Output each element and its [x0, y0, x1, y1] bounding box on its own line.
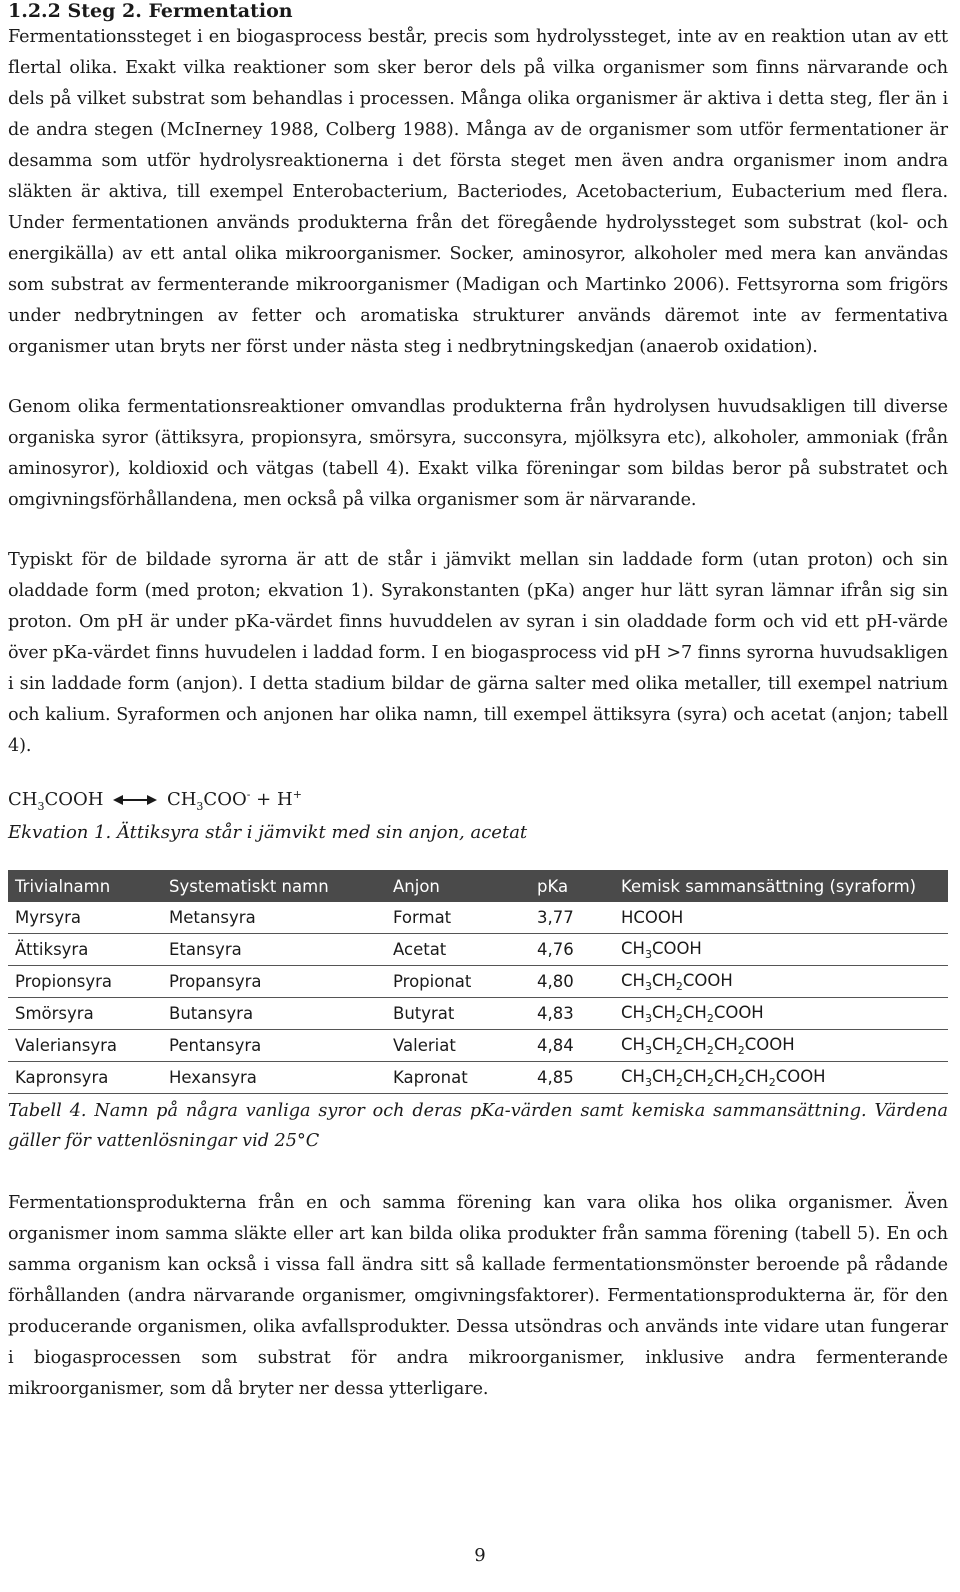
cell-anion: Kapronat — [386, 1062, 530, 1094]
cell-systematic-name: Metansyra — [162, 902, 386, 934]
page-number: 9 — [474, 1545, 486, 1566]
paragraph-acid-equilibrium: Typiskt för de bildade syrorna är att de står i jämvikt mellan sin laddade form (utan proton) och sin oladdade form (med proton; ekvation 1). Syrakonstanten (pKa) anger hur lätt syran lämnar ifrån sig sin proton. Om pH är under pKa-värdet finns huvuddelen av syran i sin oladdade form och vid ett pH-värde över pKa-värdet finns huvudelen i laddad form. I en biogasprocess vid pH >7 finns syrorna huvudsakligen i sin laddade form (anjon). I detta stadium bildar de gärna salter med olika metaller, till exempel natrium och kalium. Syraformen och anjonen har olika namn, till exempel ättiksyra (syra) och acetat (anjon; tabell 4). — [8, 550, 948, 756]
paragraph-fermentation-variation: Fermentationsprodukterna från en och samma förening kan vara olika hos olika organismer. Även organismer inom samma släkte eller art kan bilda olika produkter från samma förening (tabell 5). En och samma organism kan också i vissa fall ändra sitt så kallade fermentationsmönster beroende på rådande förhållanden (andra närvarande organismer, omgivningsfaktorer). Fermentationsprodukterna är, för den producerande organismen, olika avfallsprodukter. Dessa utsöndras och används inte vidare utan fungerar i biogasprocessen som substrat för andra mikroorganismer, inklusive andra fermenterande mikroorganismer, som då bryter ner dessa ytterligare. — [8, 1193, 948, 1399]
acids-table — [8, 870, 948, 1094]
equation-proton: + H+ — [256, 788, 302, 810]
cell-anion: Propionat — [386, 966, 530, 998]
cell-composition: $CH_3COOH$ — [614, 934, 948, 966]
cell-systematic-name: Pentansyra — [162, 1030, 386, 1062]
header-composition: Kemisk sammansättning (syraform) — [614, 870, 948, 902]
section-heading: 1.2.2 Steg 2. Fermentation — [8, 0, 293, 22]
table-caption: Tabell 4. Namn på några vanliga syror och deras pKa-värden samt kemiska sammansättning. Värdena gäller för vattenlösningar vid 25°C — [8, 1101, 948, 1151]
cell-anion: Acetat — [386, 934, 530, 966]
header-trivial-name: Trivialnamn — [8, 870, 162, 902]
cell-pka: 4,84 — [530, 1030, 614, 1062]
table-row — [8, 902, 948, 934]
equation-right: $CH_3COO^-$ — [166, 788, 251, 813]
cell-systematic-name: Hexansyra — [162, 1062, 386, 1094]
cell-composition: $CH_3CH_2COOH$ — [614, 966, 948, 998]
table-row — [8, 1062, 948, 1094]
cell-anion: Butyrat — [386, 998, 530, 1030]
cell-composition: $CH_3CH_2CH_2CH_2CH_2COOH$ — [614, 1062, 948, 1094]
equation-acetic-acid — [8, 782, 948, 820]
cell-pka: 4,83 — [530, 998, 614, 1030]
equilibrium-arrow-icon — [113, 793, 157, 807]
cell-trivial-name: Propionsyra — [8, 966, 162, 998]
cell-anion: Valeriat — [386, 1030, 530, 1062]
cell-trivial-name: Smörsyra — [8, 998, 162, 1030]
cell-trivial-name: Kapronsyra — [8, 1062, 162, 1094]
table-header-row — [8, 870, 948, 902]
cell-systematic-name: Butansyra — [162, 998, 386, 1030]
cell-pka: 3,77 — [530, 902, 614, 934]
cell-systematic-name: Etansyra — [162, 934, 386, 966]
cell-pka: 4,85 — [530, 1062, 614, 1094]
cell-composition: HCOOH — [614, 902, 948, 934]
header-anion: Anjon — [386, 870, 530, 902]
header-pka: pKa — [530, 870, 614, 902]
equation-left: $CH_3COOH$ — [8, 789, 104, 813]
cell-anion: Format — [386, 902, 530, 934]
cell-trivial-name: Ättiksyra — [8, 934, 162, 966]
paragraph-fermentation-intro: Fermentationssteget i en biogasprocess består, precis som hydrolyssteget, inte av en reaktion utan av ett flertal olika. Exakt vilka reaktioner som sker beror dels på vilka organismer som finns närvarande och dels på vilket substrat som behandlas i processen. Många olika organismer är aktiva i detta steg, fler än i de andra stegen (McInerney 1988, Colberg 1988). Många av de organismer som utför fermentationer är desamma som utför hydrolysreaktionerna i det första steget men även andra organismer inom andra släkten är aktiva, till exempel Enterobacterium, Bacteriodes, Acetobacterium, Eubacterium med flera. Under fermentationen används produkterna från det föregående hydrolyssteget som substrat (kol- och energikälla) av ett antal olika mikroorganismer. Socker, aminosyror, alkoholer med mera kan användas som substrat av fermenterande mikroorganismer (Madigan och Martinko 2006). Fettsyrorna som frigörs under nedbrytningen av fetter och aromatiska strukturer används däremot inte av fermentativa organismer utan bryts ner först under nästa steg i nedbrytningskedjan (anaerob oxidation). — [8, 27, 948, 357]
cell-systematic-name: Propansyra — [162, 966, 386, 998]
cell-composition: $CH_3CH_2CH_2COOH$ — [614, 998, 948, 1030]
cell-trivial-name: Myrsyra — [8, 902, 162, 934]
paragraph-fermentation-products: Genom olika fermentationsreaktioner omvandlas produkterna från hydrolysen huvudsakligen till diverse organiska syror (ättiksyra, propionsyra, smörsyra, succonsyra, mjölksyra etc), alkoholer, ammoniak (från aminosyror), koldioxid och vätgas (tabell 4). Exakt vilka föreningar som bildas beror på substratet och omgivningsförhållandena, men också på vilka organismer som är närvarande. — [8, 397, 948, 510]
document-page — [8, 0, 948, 1405]
cell-pka: 4,80 — [530, 966, 614, 998]
equation-caption: Ekvation 1. Ättiksyra står i jämvikt med sin anjon, acetat — [8, 822, 528, 843]
cell-pka: 4,76 — [530, 934, 614, 966]
table-row — [8, 1030, 948, 1062]
table-row — [8, 934, 948, 966]
cell-trivial-name: Valeriansyra — [8, 1030, 162, 1062]
header-systematic-name: Systematiskt namn — [162, 870, 386, 902]
cell-composition: $CH_3CH_2CH_2CH_2COOH$ — [614, 1030, 948, 1062]
table-row — [8, 966, 948, 998]
table-row — [8, 998, 948, 1030]
